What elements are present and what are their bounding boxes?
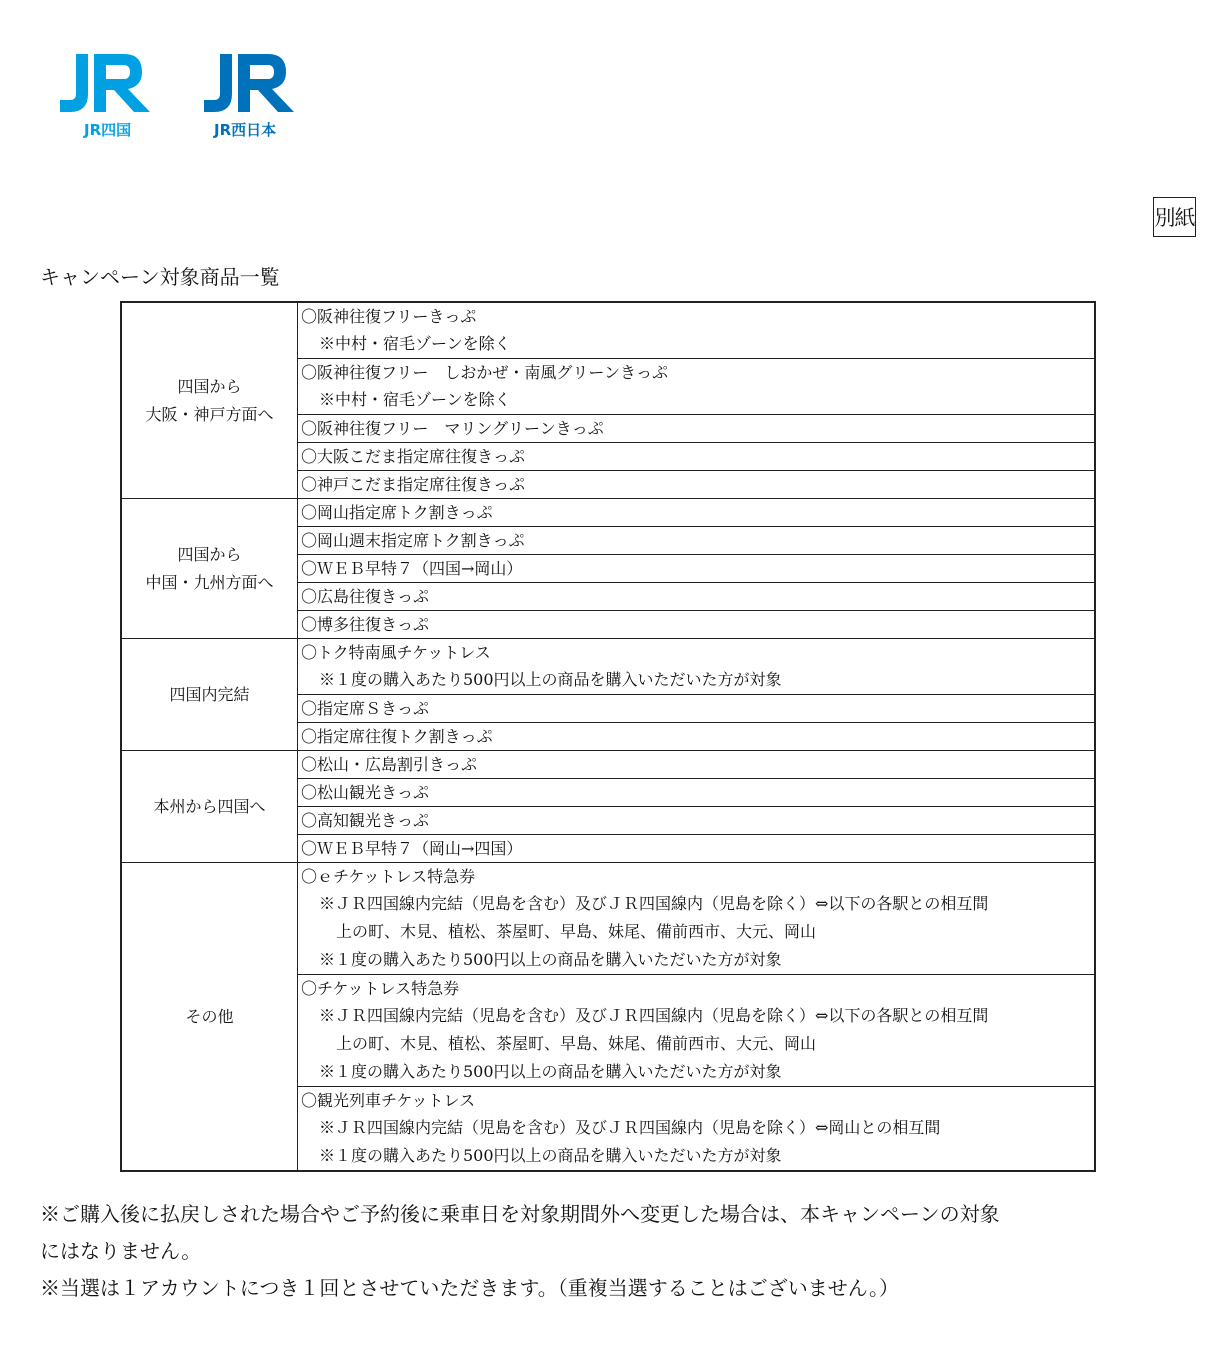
product-name: 〇高知観光きっぷ — [301, 811, 430, 830]
footnotes — [40, 1196, 1120, 1307]
category-cell — [121, 302, 298, 499]
product-cell — [298, 807, 1096, 835]
product-name: 〇松山・広島割引きっぷ — [301, 755, 478, 774]
product-name: 〇ＷＥＢ早特７（四国→岡山） — [301, 559, 523, 578]
product-name: 〇ｅチケットレス特急券 — [301, 867, 476, 886]
product-note: ※１度の購入あたり500円以上の商品を購入いただいた方が対象 — [319, 1146, 782, 1165]
product-name: 〇観光列車チケットレス — [301, 1091, 476, 1110]
product-cell — [298, 723, 1096, 751]
product-table — [120, 301, 1096, 1172]
logo-group — [58, 50, 328, 146]
jr-shikoku-logo — [60, 54, 150, 139]
product-name: 〇松山観光きっぷ — [301, 783, 430, 802]
product-note: 上の町、木見、植松、茶屋町、早島、妹尾、備前西市、大元、岡山 — [336, 922, 817, 941]
product-cell — [298, 471, 1096, 499]
product-note: ※１度の購入あたり500円以上の商品を購入いただいた方が対象 — [319, 670, 782, 689]
product-cell — [298, 583, 1096, 611]
product-name: 〇大阪こだま指定席往復きっぷ — [301, 447, 526, 466]
product-name: 〇トク特南風チケットレス — [301, 643, 491, 662]
product-name: 〇指定席Ｓきっぷ — [301, 699, 430, 718]
annex-label: 別紙 — [1153, 197, 1196, 237]
jr-logos-icon — [58, 50, 328, 146]
product-note: ※１度の購入あたり500円以上の商品を購入いただいた方が対象 — [319, 950, 782, 969]
category-cell — [121, 863, 298, 1172]
product-name: 〇ＷＥＢ早特７（岡山→四国） — [301, 839, 523, 858]
product-name: 〇神戸こだま指定席往復きっぷ — [301, 475, 526, 494]
product-name: 〇チケットレス特急券 — [301, 979, 460, 998]
footnote-line: にはなりません。 — [40, 1239, 202, 1263]
table-row — [121, 751, 1095, 779]
product-cell — [298, 302, 1096, 359]
footnote-line: ※当選は１アカウントにつき１回とさせていただきます。（重複当選することはございません。） — [40, 1276, 899, 1300]
jr-west-logo — [204, 54, 294, 139]
product-name: 〇岡山指定席トク割きっぷ — [301, 503, 493, 522]
product-cell — [298, 975, 1096, 1087]
table-row — [121, 863, 1095, 975]
table-row — [121, 302, 1095, 359]
category-label: 大阪・神戸方面へ — [145, 404, 274, 424]
product-cell — [298, 779, 1096, 807]
table-row — [121, 499, 1095, 527]
product-cell — [298, 359, 1096, 415]
category-label: 中国・九州方面へ — [145, 572, 274, 592]
product-name: 〇岡山週末指定席トク割きっぷ — [301, 531, 525, 550]
product-cell — [298, 527, 1096, 555]
category-cell — [121, 751, 298, 863]
product-name: 〇阪神往復フリー しおかぜ・南風グリーンきっぷ — [301, 363, 669, 382]
category-label: 本州から四国へ — [153, 796, 266, 816]
table-row — [121, 639, 1095, 695]
product-note: ※ＪＲ四国線内完結（児島を含む）及びＪＲ四国線内（児島を除く）⇔以下の各駅との相互間 — [319, 894, 989, 913]
product-name: 〇博多往復きっぷ — [301, 615, 430, 634]
category-label: 四国から — [177, 544, 242, 564]
product-name: 〇阪神往復フリーきっぷ — [301, 307, 477, 326]
footnote-line: ※ご購入後に払戻しされた場合やご予約後に乗車日を対象期間外へ変更した場合は、本キャンペーンの対象 — [40, 1202, 1000, 1226]
product-cell — [298, 639, 1096, 695]
product-name: 〇指定席往復トク割きっぷ — [301, 727, 493, 746]
category-label: 四国から — [177, 376, 242, 396]
product-cell — [298, 555, 1096, 583]
product-cell — [298, 863, 1096, 975]
product-cell — [298, 751, 1096, 779]
product-note: 上の町、木見、植松、茶屋町、早島、妹尾、備前西市、大元、岡山 — [336, 1034, 817, 1053]
category-label: 四国内完結 — [169, 684, 250, 704]
product-note: ※ＪＲ四国線内完結（児島を含む）及びＪＲ四国線内（児島を除く）⇔以下の各駅との相互間 — [319, 1006, 989, 1025]
category-cell — [121, 639, 298, 751]
jr-shikoku-caption: JR四国 — [84, 121, 132, 139]
product-cell — [298, 835, 1096, 863]
category-cell — [121, 499, 298, 639]
product-name: 〇広島往復きっぷ — [301, 587, 430, 606]
jr-west-caption: JR西日本 — [214, 121, 277, 139]
product-cell — [298, 695, 1096, 723]
category-label: その他 — [185, 1006, 234, 1026]
page-title: キャンペーン対象商品一覧 — [40, 265, 280, 289]
product-cell — [298, 499, 1096, 527]
product-cell — [298, 1087, 1096, 1172]
product-note: ※１度の購入あたり500円以上の商品を購入いただいた方が対象 — [319, 1062, 782, 1081]
product-cell — [298, 443, 1096, 471]
product-name: 〇阪神往復フリー マリングリーンきっぷ — [301, 419, 604, 438]
product-note: ※ＪＲ四国線内完結（児島を含む）及びＪＲ四国線内（児島を除く）⇔岡山との相互間 — [319, 1118, 941, 1137]
product-note: ※中村・宿毛ゾーンを除く — [319, 334, 511, 353]
product-note: ※中村・宿毛ゾーンを除く — [319, 390, 511, 409]
product-cell — [298, 611, 1096, 639]
product-cell — [298, 415, 1096, 443]
